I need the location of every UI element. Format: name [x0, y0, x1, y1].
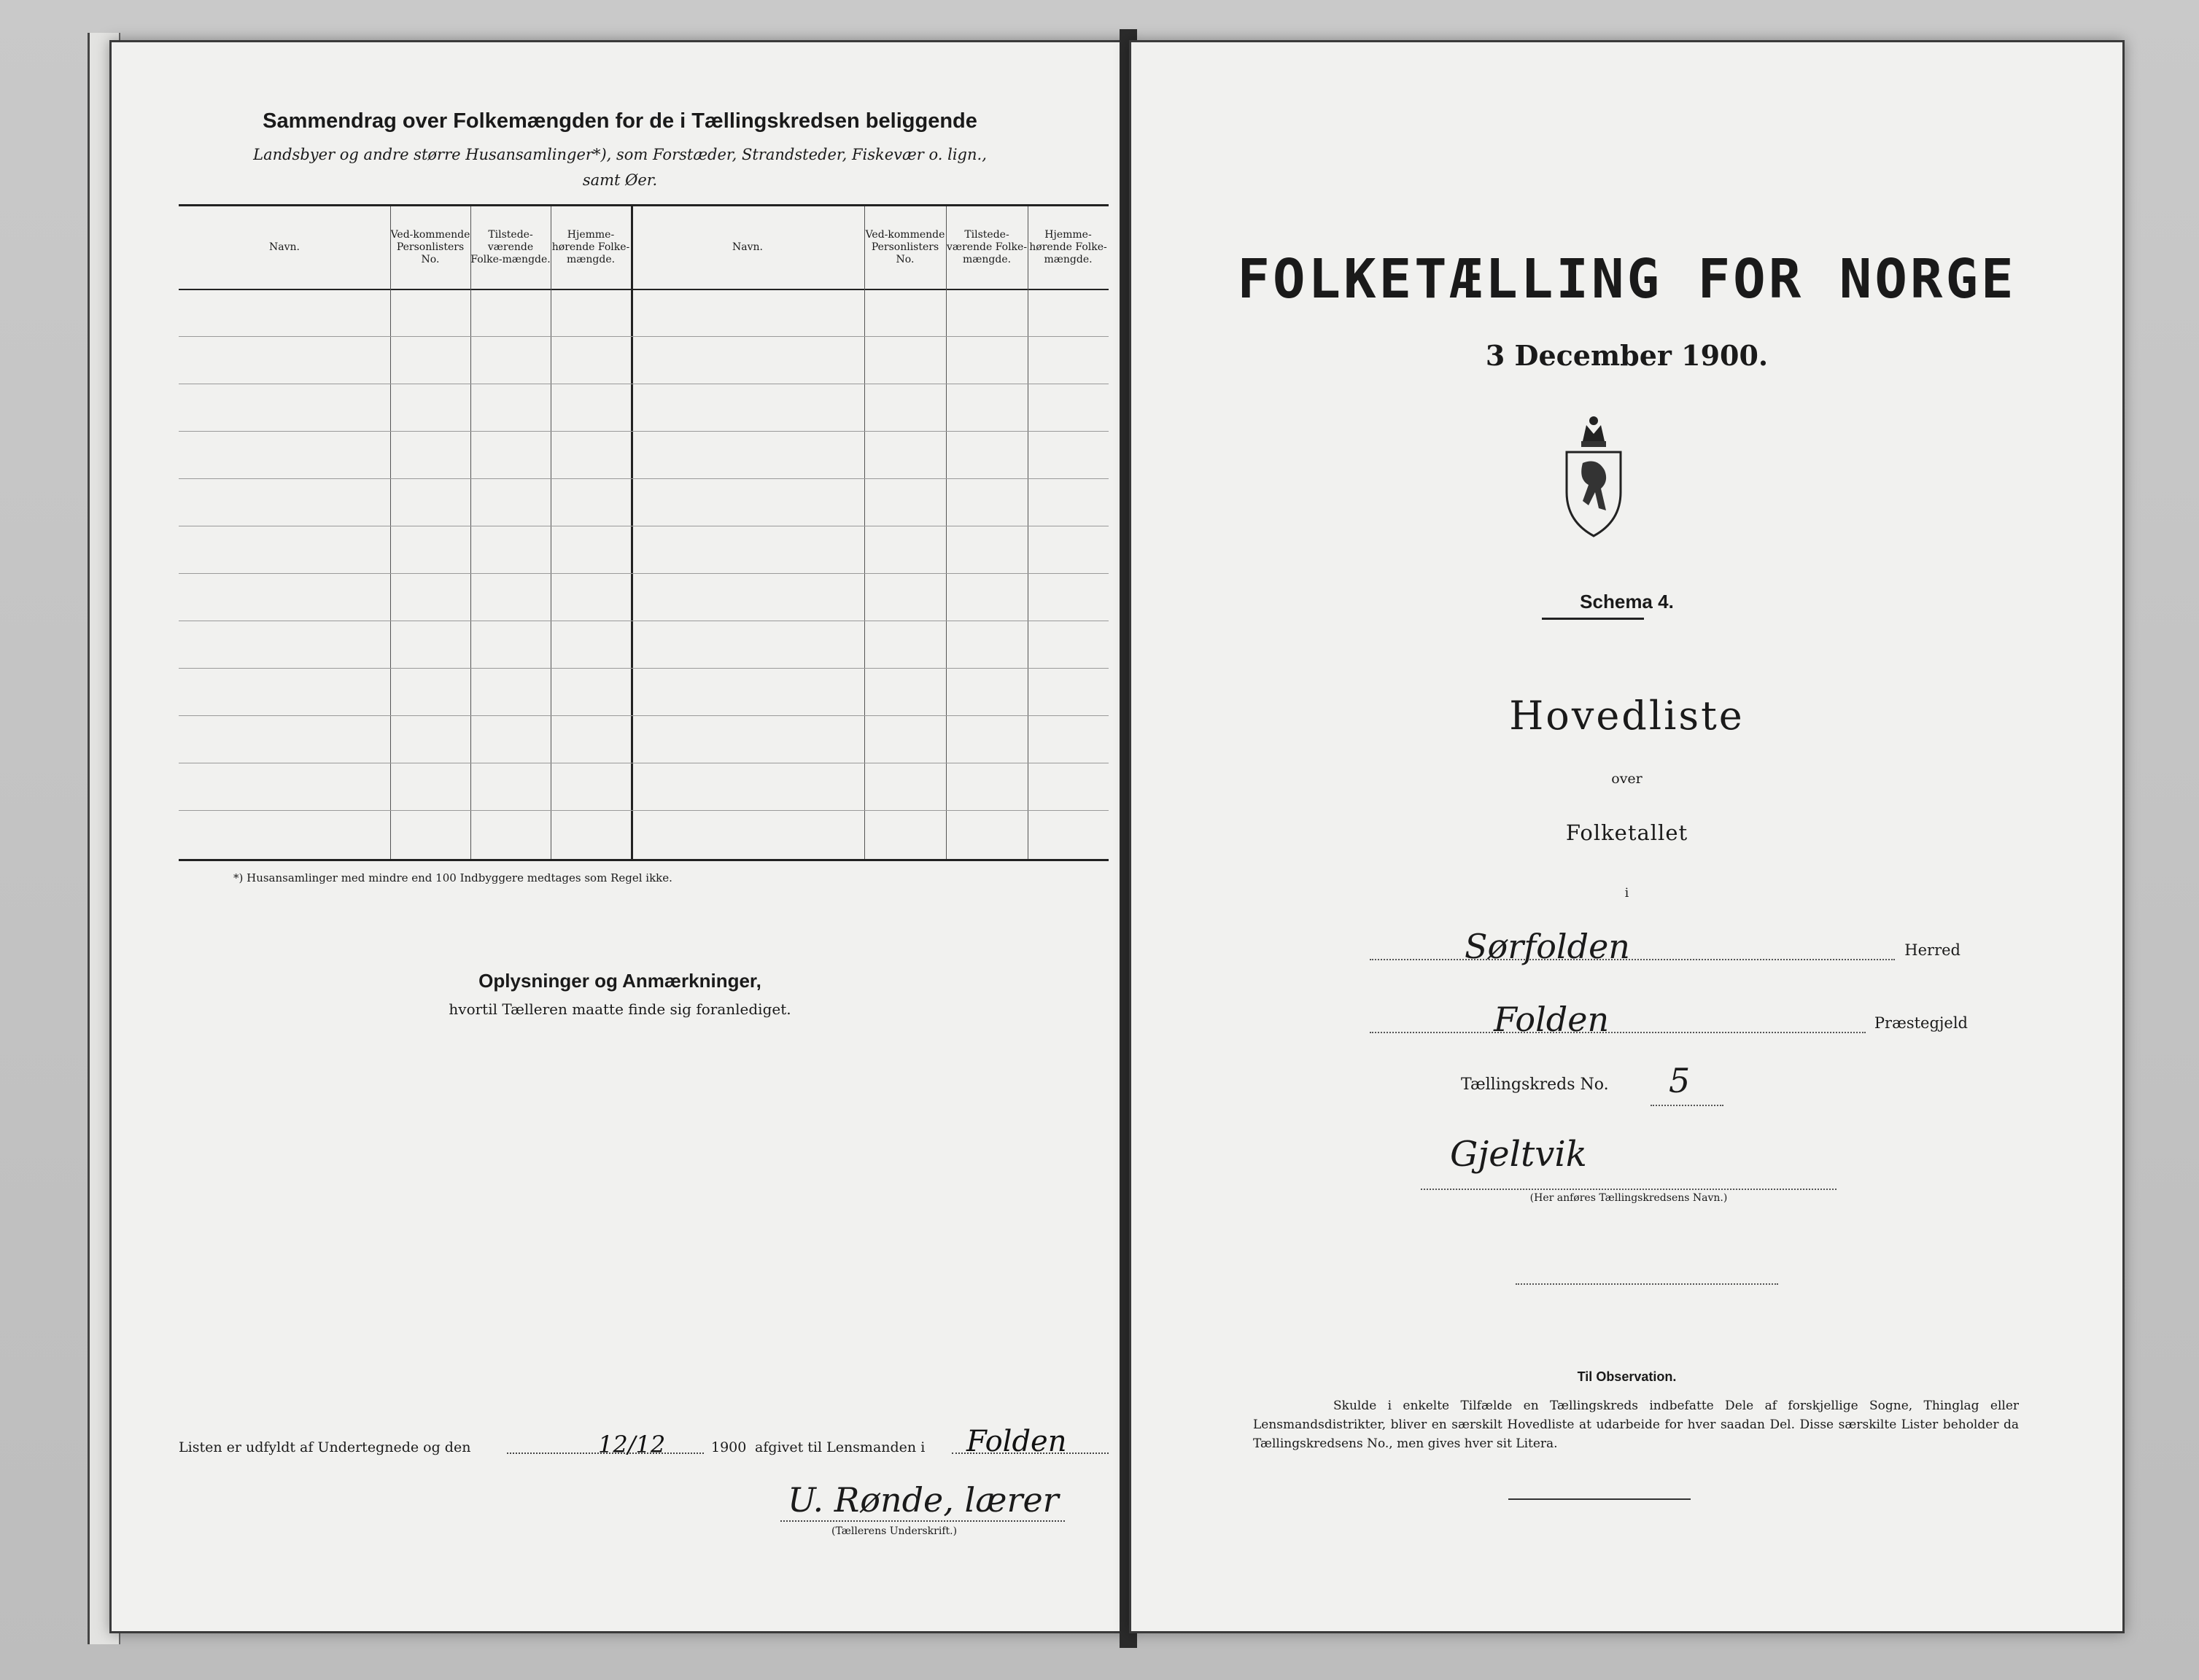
right-page [1129, 40, 2125, 1633]
header-rule [179, 289, 1109, 290]
prestegjeld-line [1370, 1032, 1866, 1033]
col-header-present-2: Tilstede-værende Folke-mængde. [946, 229, 1028, 265]
herred-label: Herred [1904, 941, 1961, 959]
remarks-subtitle: hvortil Tælleren maatte finde sig foranlediget. [449, 1000, 791, 1018]
over-word: over [1611, 771, 1643, 787]
prestegjeld-field [1370, 995, 1968, 1039]
kreds-name-line [1421, 1189, 1837, 1190]
census-date: 3 December 1900. [1485, 339, 1769, 372]
completion-statement [179, 1425, 1127, 1458]
table-row [179, 478, 1109, 479]
col-header-name-2: Navn. [732, 241, 763, 253]
table-row [179, 715, 1109, 716]
kreds-name: Gjeltvik [1450, 1134, 1587, 1175]
kreds-number-line [1651, 1105, 1723, 1106]
col-header-resident-1: Hjemme-hørende Folke-mængde. [551, 229, 630, 265]
kreds-label: Tællingskreds No. [1461, 1076, 1609, 1094]
kreds-name-caption: (Her anføres Tællingskredsens Navn.) [1529, 1192, 1728, 1204]
schema-number: Schema 4. [1580, 591, 1674, 612]
statement-text-2: afgivet til Lensmanden i [755, 1439, 926, 1455]
herred-value: Sørfolden [1465, 927, 1630, 966]
handwritten-date: 12/12 [598, 1431, 666, 1458]
statement-year: 1900 [711, 1439, 747, 1455]
summary-subtitle-2: samt Øer. [582, 171, 658, 189]
observation-title: Til Observation. [1577, 1369, 1677, 1384]
col-header-name-1: Navn. [269, 241, 300, 253]
column-divider [470, 206, 471, 859]
norwegian-lion-crest-icon [1561, 412, 1626, 540]
table-row [179, 668, 1109, 669]
summary-title: Sammendrag over Folkemængden for de i Tællingskredsen beliggende [263, 109, 977, 133]
prestegjeld-value: Folden [1494, 1000, 1610, 1039]
col-header-list-no-1: Ved-kommende Personlisters No. [390, 229, 470, 265]
schema-underline [1542, 618, 1644, 620]
i-word: i [1624, 886, 1629, 901]
left-page [109, 40, 1130, 1633]
census-title: FOLKETÆLLING FOR NORGE [1237, 248, 2017, 311]
center-divider [631, 206, 633, 859]
observation-rule [1508, 1498, 1691, 1500]
column-divider [390, 206, 391, 859]
herred-field [1370, 922, 1961, 966]
footnote: *) Husansamlinger med mindre end 100 Indbyggere medtages som Regel ikke. [233, 871, 672, 884]
table-row [179, 431, 1109, 432]
enumerator-signature: U. Rønde, lærer [788, 1480, 1059, 1520]
table-row [179, 810, 1109, 811]
observation-text: Skulde i enkelte Tilfælde en Tællingskreds indbefatte Dele af forskjellige Sogne, Thinglag eller Lensmandsdistrikter, bliver en særskilt Hovedliste at udarbeide for hver saadan Del. Disse særskilte Lister beholder da Tællingskredsens No., men gives hver sit Litera. [1253, 1399, 2019, 1451]
column-divider [946, 206, 947, 859]
summary-table [179, 204, 1109, 861]
signature-caption: (Tællerens Underskrift.) [831, 1525, 958, 1537]
table-row [179, 336, 1109, 337]
col-header-resident-2: Hjemme-hørende Folke-mængde. [1029, 229, 1107, 265]
list-title: Hovedliste [1509, 693, 1745, 739]
remarks-title: Oplysninger og Anmærkninger, [478, 970, 761, 992]
column-divider [864, 206, 865, 859]
folketallet-word: Folketallet [1565, 820, 1688, 845]
signature-line [780, 1520, 1065, 1522]
herred-line [1370, 959, 1895, 960]
col-header-present-1: Tilstede-værende Folke-mængde. [470, 229, 551, 265]
kreds-number: 5 [1669, 1061, 1691, 1100]
table-row [179, 573, 1109, 574]
blank-line [1516, 1283, 1778, 1285]
col-header-list-no-2: Ved-kommende Personlisters No. [865, 229, 945, 265]
handwritten-place: Folden [966, 1425, 1067, 1458]
prestegjeld-label: Præstegjeld [1874, 1014, 1968, 1032]
summary-subtitle: Landsbyer og andre større Husansamlinger*), som Forstæder, Strandsteder, Fiskevær o. lign., [253, 146, 987, 163]
statement-text-1: Listen er udfyldt af Undertegnede og den [179, 1439, 471, 1455]
